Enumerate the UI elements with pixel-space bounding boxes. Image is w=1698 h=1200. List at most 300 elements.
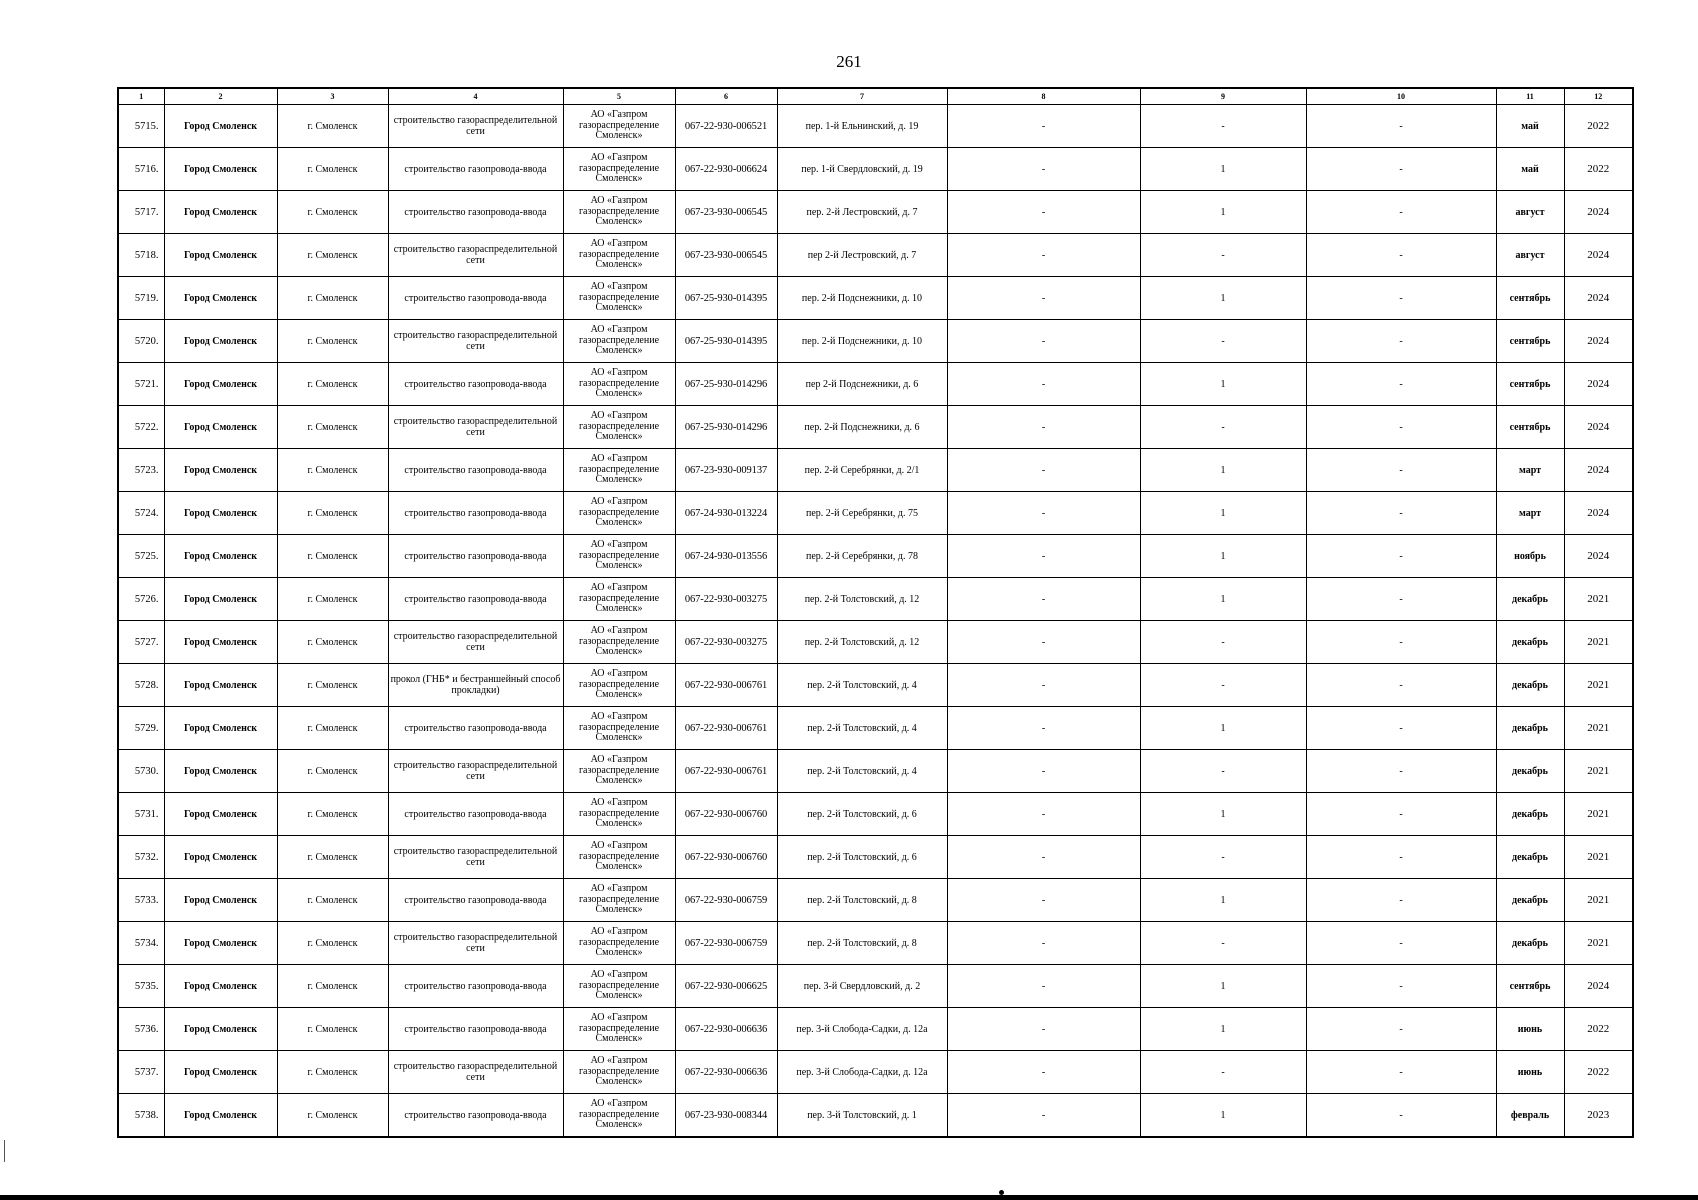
cell-municipality: Город Смоленск: [164, 836, 277, 879]
cell-col-8-value: -: [947, 707, 1140, 750]
column-header: 7: [777, 88, 947, 105]
column-header: 8: [947, 88, 1140, 105]
cell-application-number: 067-22-930-006761: [675, 750, 777, 793]
cell-municipality: Город Смоленск: [164, 621, 277, 664]
cell-application-number: 067-24-930-013224: [675, 492, 777, 535]
cell-organization: АО «Газпром газораспределение Смоленск»: [563, 621, 675, 664]
cell-col-8-value: -: [947, 836, 1140, 879]
cell-col-9-value: -: [1140, 621, 1306, 664]
table-row: [118, 234, 1633, 277]
cell-year: 2024: [1564, 277, 1633, 320]
table-row: [118, 406, 1633, 449]
cell-col-10-value: -: [1306, 492, 1496, 535]
table-row: [118, 750, 1633, 793]
cell-month: май: [1496, 105, 1564, 148]
cell-col-9-value: 1: [1140, 492, 1306, 535]
cell-col-10-value: -: [1306, 234, 1496, 277]
cell-municipality: Город Смоленск: [164, 535, 277, 578]
cell-organization: АО «Газпром газораспределение Смоленск»: [563, 965, 675, 1008]
cell-address: пер. 3-й Свердловский, д. 2: [777, 965, 947, 1008]
cell-col-9-value: 1: [1140, 277, 1306, 320]
cell-year: 2022: [1564, 148, 1633, 191]
cell-col-9-value: 1: [1140, 1094, 1306, 1138]
table-row: [118, 836, 1633, 879]
cell-settlement: г. Смоленск: [277, 363, 388, 406]
cell-col-8-value: -: [947, 234, 1140, 277]
cell-address: пер 2-й Лестровский, д. 7: [777, 234, 947, 277]
cell-municipality: Город Смоленск: [164, 277, 277, 320]
cell-month: июнь: [1496, 1008, 1564, 1051]
cell-col-8-value: -: [947, 922, 1140, 965]
cell-row-number: 5721.: [118, 363, 164, 406]
cell-organization: АО «Газпром газораспределение Смоленск»: [563, 578, 675, 621]
cell-month: сентябрь: [1496, 277, 1564, 320]
cell-application-number: 067-25-930-014395: [675, 320, 777, 363]
cell-application-number: 067-25-930-014296: [675, 363, 777, 406]
cell-row-number: 5720.: [118, 320, 164, 363]
cell-month: декабрь: [1496, 707, 1564, 750]
cell-year: 2022: [1564, 105, 1633, 148]
cell-application-number: 067-22-930-006624: [675, 148, 777, 191]
cell-municipality: Город Смоленск: [164, 320, 277, 363]
cell-col-10-value: -: [1306, 793, 1496, 836]
cell-application-number: 067-23-930-009137: [675, 449, 777, 492]
cell-year: 2022: [1564, 1051, 1633, 1094]
column-number-header-row: [118, 88, 1633, 105]
cell-col-9-value: 1: [1140, 707, 1306, 750]
cell-month: сентябрь: [1496, 320, 1564, 363]
cell-application-number: 067-22-930-006521: [675, 105, 777, 148]
column-header: 5: [563, 88, 675, 105]
cell-col-8-value: -: [947, 320, 1140, 363]
cell-col-10-value: -: [1306, 1051, 1496, 1094]
cell-address: пер. 1-й Свердловский, д. 19: [777, 148, 947, 191]
cell-year: 2024: [1564, 406, 1633, 449]
cell-application-number: 067-24-930-013556: [675, 535, 777, 578]
cell-row-number: 5737.: [118, 1051, 164, 1094]
cell-month: декабрь: [1496, 922, 1564, 965]
table-row: [118, 277, 1633, 320]
cell-work-type: строительство газораспределительной сети: [388, 406, 563, 449]
cell-organization: АО «Газпром газораспределение Смоленск»: [563, 191, 675, 234]
cell-organization: АО «Газпром газораспределение Смоленск»: [563, 320, 675, 363]
cell-col-10-value: -: [1306, 1094, 1496, 1138]
table-row: [118, 363, 1633, 406]
cell-address: пер. 2-й Подснежники, д. 10: [777, 277, 947, 320]
cell-address: пер. 3-й Толстовский, д. 1: [777, 1094, 947, 1138]
cell-col-8-value: -: [947, 449, 1140, 492]
cell-year: 2024: [1564, 965, 1633, 1008]
cell-address: пер. 2-й Серебрянки, д. 2/1: [777, 449, 947, 492]
cell-col-10-value: -: [1306, 1008, 1496, 1051]
cell-application-number: 067-22-930-006636: [675, 1008, 777, 1051]
column-header: 2: [164, 88, 277, 105]
cell-col-9-value: 1: [1140, 965, 1306, 1008]
cell-address: пер. 2-й Толстовский, д. 8: [777, 879, 947, 922]
cell-col-8-value: -: [947, 750, 1140, 793]
cell-organization: АО «Газпром газораспределение Смоленск»: [563, 105, 675, 148]
table-row: [118, 965, 1633, 1008]
cell-col-8-value: -: [947, 148, 1140, 191]
table-row: [118, 793, 1633, 836]
cell-address: пер. 2-й Толстовский, д. 8: [777, 922, 947, 965]
cell-settlement: г. Смоленск: [277, 1051, 388, 1094]
cell-settlement: г. Смоленск: [277, 277, 388, 320]
cell-settlement: г. Смоленск: [277, 1094, 388, 1138]
cell-work-type: строительство газопровода-ввода: [388, 965, 563, 1008]
cell-row-number: 5736.: [118, 1008, 164, 1051]
cell-col-8-value: -: [947, 965, 1140, 1008]
cell-col-10-value: -: [1306, 879, 1496, 922]
cell-application-number: 067-25-930-014395: [675, 277, 777, 320]
cell-month: декабрь: [1496, 879, 1564, 922]
cell-month: декабрь: [1496, 793, 1564, 836]
cell-address: пер. 2-й Толстовский, д. 6: [777, 836, 947, 879]
cell-settlement: г. Смоленск: [277, 621, 388, 664]
cell-address: пер. 2-й Толстовский, д. 4: [777, 750, 947, 793]
table-row: [118, 320, 1633, 363]
cell-organization: АО «Газпром газораспределение Смоленск»: [563, 363, 675, 406]
cell-col-10-value: -: [1306, 449, 1496, 492]
cell-col-8-value: -: [947, 105, 1140, 148]
cell-col-9-value: 1: [1140, 793, 1306, 836]
cell-col-10-value: -: [1306, 320, 1496, 363]
table-row: [118, 879, 1633, 922]
cell-municipality: Город Смоленск: [164, 750, 277, 793]
cell-row-number: 5728.: [118, 664, 164, 707]
cell-year: 2023: [1564, 1094, 1633, 1138]
cell-col-9-value: -: [1140, 836, 1306, 879]
cell-row-number: 5732.: [118, 836, 164, 879]
cell-row-number: 5729.: [118, 707, 164, 750]
cell-application-number: 067-22-930-006636: [675, 1051, 777, 1094]
cell-settlement: г. Смоленск: [277, 879, 388, 922]
cell-row-number: 5727.: [118, 621, 164, 664]
cell-col-9-value: -: [1140, 664, 1306, 707]
cell-application-number: 067-22-930-006625: [675, 965, 777, 1008]
table-row: [118, 621, 1633, 664]
table-row: [118, 922, 1633, 965]
cell-col-9-value: 1: [1140, 449, 1306, 492]
cell-month: март: [1496, 492, 1564, 535]
scan-edge-mark: [4, 1140, 5, 1162]
cell-col-9-value: 1: [1140, 1008, 1306, 1051]
cell-row-number: 5725.: [118, 535, 164, 578]
cell-address: пер. 2-й Толстовский, д. 4: [777, 707, 947, 750]
cell-application-number: 067-22-930-006761: [675, 707, 777, 750]
cell-organization: АО «Газпром газораспределение Смоленск»: [563, 148, 675, 191]
cell-col-8-value: -: [947, 1008, 1140, 1051]
cell-month: сентябрь: [1496, 965, 1564, 1008]
cell-row-number: 5715.: [118, 105, 164, 148]
cell-col-10-value: -: [1306, 277, 1496, 320]
cell-col-10-value: -: [1306, 191, 1496, 234]
cell-settlement: г. Смоленск: [277, 234, 388, 277]
column-header: 1: [118, 88, 164, 105]
cell-year: 2024: [1564, 535, 1633, 578]
cell-municipality: Город Смоленск: [164, 1008, 277, 1051]
cell-settlement: г. Смоленск: [277, 793, 388, 836]
cell-application-number: 067-23-930-006545: [675, 191, 777, 234]
cell-organization: АО «Газпром газораспределение Смоленск»: [563, 535, 675, 578]
cell-work-type: строительство газопровода-ввода: [388, 1008, 563, 1051]
cell-address: пер. 2-й Толстовский, д. 4: [777, 664, 947, 707]
cell-year: 2024: [1564, 234, 1633, 277]
cell-settlement: г. Смоленск: [277, 750, 388, 793]
cell-application-number: 067-22-930-006761: [675, 664, 777, 707]
cell-col-10-value: -: [1306, 148, 1496, 191]
cell-address: пер. 2-й Серебрянки, д. 78: [777, 535, 947, 578]
cell-month: декабрь: [1496, 578, 1564, 621]
cell-organization: АО «Газпром газораспределение Смоленск»: [563, 922, 675, 965]
cell-address: пер. 2-й Подснежники, д. 10: [777, 320, 947, 363]
table-row: [118, 105, 1633, 148]
table-row: [118, 1094, 1633, 1138]
cell-row-number: 5716.: [118, 148, 164, 191]
cell-settlement: г. Смоленск: [277, 492, 388, 535]
cell-year: 2021: [1564, 750, 1633, 793]
cell-organization: АО «Газпром газораспределение Смоленск»: [563, 707, 675, 750]
table-row: [118, 492, 1633, 535]
table-row: [118, 1051, 1633, 1094]
table-row: [118, 664, 1633, 707]
cell-address: пер. 2-й Толстовский, д. 12: [777, 621, 947, 664]
table-row: [118, 707, 1633, 750]
cell-municipality: Город Смоленск: [164, 664, 277, 707]
cell-col-10-value: -: [1306, 707, 1496, 750]
cell-col-8-value: -: [947, 535, 1140, 578]
cell-year: 2024: [1564, 191, 1633, 234]
cell-organization: АО «Газпром газораспределение Смоленск»: [563, 234, 675, 277]
table-body: [118, 105, 1633, 1138]
cell-col-10-value: -: [1306, 664, 1496, 707]
cell-col-8-value: -: [947, 793, 1140, 836]
cell-municipality: Город Смоленск: [164, 965, 277, 1008]
table-row: [118, 449, 1633, 492]
cell-municipality: Город Смоленск: [164, 1051, 277, 1094]
cell-application-number: 067-23-930-006545: [675, 234, 777, 277]
cell-col-10-value: -: [1306, 750, 1496, 793]
column-header: 3: [277, 88, 388, 105]
cell-year: 2024: [1564, 320, 1633, 363]
cell-col-10-value: -: [1306, 922, 1496, 965]
cell-col-9-value: 1: [1140, 148, 1306, 191]
cell-col-9-value: -: [1140, 750, 1306, 793]
cell-work-type: строительство газораспределительной сети: [388, 922, 563, 965]
cell-year: 2024: [1564, 449, 1633, 492]
cell-col-8-value: -: [947, 191, 1140, 234]
cell-municipality: Город Смоленск: [164, 234, 277, 277]
cell-month: сентябрь: [1496, 406, 1564, 449]
cell-settlement: г. Смоленск: [277, 105, 388, 148]
cell-year: 2021: [1564, 621, 1633, 664]
cell-settlement: г. Смоленск: [277, 535, 388, 578]
cell-col-10-value: -: [1306, 535, 1496, 578]
cell-settlement: г. Смоленск: [277, 1008, 388, 1051]
cell-settlement: г. Смоленск: [277, 320, 388, 363]
cell-work-type: строительство газопровода-ввода: [388, 535, 563, 578]
cell-year: 2021: [1564, 793, 1633, 836]
cell-application-number: 067-22-930-006759: [675, 922, 777, 965]
cell-organization: АО «Газпром газораспределение Смоленск»: [563, 793, 675, 836]
page-number: 261: [836, 52, 862, 71]
cell-application-number: 067-22-930-006760: [675, 836, 777, 879]
cell-organization: АО «Газпром газораспределение Смоленск»: [563, 406, 675, 449]
cell-col-8-value: -: [947, 277, 1140, 320]
cell-work-type: строительство газопровода-ввода: [388, 879, 563, 922]
cell-application-number: 067-25-930-014296: [675, 406, 777, 449]
cell-row-number: 5717.: [118, 191, 164, 234]
cell-application-number: 067-22-930-006759: [675, 879, 777, 922]
cell-work-type: строительство газораспределительной сети: [388, 234, 563, 277]
cell-col-10-value: -: [1306, 621, 1496, 664]
cell-col-9-value: -: [1140, 406, 1306, 449]
cell-work-type: строительство газораспределительной сети: [388, 1051, 563, 1094]
cell-address: пер. 2-й Лестровский, д. 7: [777, 191, 947, 234]
cell-settlement: г. Смоленск: [277, 922, 388, 965]
cell-work-type: строительство газораспределительной сети: [388, 621, 563, 664]
cell-col-10-value: -: [1306, 578, 1496, 621]
cell-row-number: 5723.: [118, 449, 164, 492]
cell-work-type: строительство газопровода-ввода: [388, 492, 563, 535]
cell-organization: АО «Газпром газораспределение Смоленск»: [563, 1008, 675, 1051]
cell-col-10-value: -: [1306, 363, 1496, 406]
cell-municipality: Город Смоленск: [164, 406, 277, 449]
cell-municipality: Город Смоленск: [164, 105, 277, 148]
cell-year: 2024: [1564, 363, 1633, 406]
cell-work-type: строительство газопровода-ввода: [388, 277, 563, 320]
cell-month: февраль: [1496, 1094, 1564, 1138]
cell-col-9-value: -: [1140, 320, 1306, 363]
table-row: [118, 191, 1633, 234]
cell-col-9-value: 1: [1140, 363, 1306, 406]
cell-row-number: 5731.: [118, 793, 164, 836]
cell-work-type: строительство газопровода-ввода: [388, 191, 563, 234]
cell-address: пер. 2-й Серебрянки, д. 75: [777, 492, 947, 535]
cell-settlement: г. Смоленск: [277, 664, 388, 707]
cell-municipality: Город Смоленск: [164, 922, 277, 965]
cell-month: сентябрь: [1496, 363, 1564, 406]
cell-year: 2021: [1564, 922, 1633, 965]
cell-row-number: 5722.: [118, 406, 164, 449]
cell-work-type: прокол (ГНБ* и бестраншейный способ прокладки): [388, 664, 563, 707]
cell-work-type: строительство газораспределительной сети: [388, 105, 563, 148]
cell-municipality: Город Смоленск: [164, 793, 277, 836]
cell-col-10-value: -: [1306, 965, 1496, 1008]
cell-application-number: 067-22-930-003275: [675, 578, 777, 621]
table-row: [118, 148, 1633, 191]
cell-organization: АО «Газпром газораспределение Смоленск»: [563, 277, 675, 320]
cell-address: пер. 2-й Толстовский, д. 6: [777, 793, 947, 836]
cell-work-type: строительство газопровода-ввода: [388, 363, 563, 406]
cell-col-8-value: -: [947, 406, 1140, 449]
cell-settlement: г. Смоленск: [277, 148, 388, 191]
cell-col-9-value: 1: [1140, 191, 1306, 234]
cell-col-10-value: -: [1306, 105, 1496, 148]
cell-settlement: г. Смоленск: [277, 191, 388, 234]
cell-month: август: [1496, 234, 1564, 277]
cell-row-number: 5730.: [118, 750, 164, 793]
cell-municipality: Город Смоленск: [164, 1094, 277, 1138]
data-table: [117, 87, 1634, 1138]
cell-work-type: строительство газопровода-ввода: [388, 148, 563, 191]
table-row: [118, 535, 1633, 578]
cell-month: декабрь: [1496, 664, 1564, 707]
cell-work-type: строительство газопровода-ввода: [388, 793, 563, 836]
cell-application-number: 067-22-930-003275: [675, 621, 777, 664]
cell-organization: АО «Газпром газораспределение Смоленск»: [563, 750, 675, 793]
cell-organization: АО «Газпром газораспределение Смоленск»: [563, 1094, 675, 1138]
cell-col-10-value: -: [1306, 836, 1496, 879]
cell-col-8-value: -: [947, 1094, 1140, 1138]
cell-row-number: 5719.: [118, 277, 164, 320]
cell-row-number: 5724.: [118, 492, 164, 535]
cell-work-type: строительство газораспределительной сети: [388, 750, 563, 793]
cell-work-type: строительство газораспределительной сети: [388, 320, 563, 363]
cell-col-8-value: -: [947, 879, 1140, 922]
cell-col-8-value: -: [947, 664, 1140, 707]
cell-organization: АО «Газпром газораспределение Смоленск»: [563, 836, 675, 879]
cell-work-type: строительство газопровода-ввода: [388, 449, 563, 492]
cell-col-9-value: 1: [1140, 578, 1306, 621]
cell-year: 2024: [1564, 492, 1633, 535]
cell-organization: АО «Газпром газораспределение Смоленск»: [563, 492, 675, 535]
cell-municipality: Город Смоленск: [164, 363, 277, 406]
cell-col-9-value: -: [1140, 105, 1306, 148]
cell-col-8-value: -: [947, 621, 1140, 664]
cell-row-number: 5733.: [118, 879, 164, 922]
cell-address: пер. 1-й Ельнинский, д. 19: [777, 105, 947, 148]
cell-address: пер. 2-й Подснежники, д. 6: [777, 406, 947, 449]
cell-work-type: строительство газопровода-ввода: [388, 707, 563, 750]
cell-organization: АО «Газпром газораспределение Смоленск»: [563, 1051, 675, 1094]
cell-municipality: Город Смоленск: [164, 492, 277, 535]
cell-month: март: [1496, 449, 1564, 492]
cell-municipality: Город Смоленск: [164, 707, 277, 750]
cell-col-8-value: -: [947, 363, 1140, 406]
cell-application-number: 067-22-930-006760: [675, 793, 777, 836]
cell-municipality: Город Смоленск: [164, 191, 277, 234]
cell-year: 2022: [1564, 1008, 1633, 1051]
cell-work-type: строительство газораспределительной сети: [388, 836, 563, 879]
cell-organization: АО «Газпром газораспределение Смоленск»: [563, 879, 675, 922]
cell-year: 2021: [1564, 578, 1633, 621]
cell-col-9-value: 1: [1140, 535, 1306, 578]
cell-settlement: г. Смоленск: [277, 836, 388, 879]
cell-col-8-value: -: [947, 1051, 1140, 1094]
cell-organization: АО «Газпром газораспределение Смоленск»: [563, 449, 675, 492]
cell-col-9-value: -: [1140, 234, 1306, 277]
cell-settlement: г. Смоленск: [277, 965, 388, 1008]
cell-address: пер. 3-й Слобода-Садки, д. 12а: [777, 1008, 947, 1051]
column-header: 10: [1306, 88, 1496, 105]
cell-month: июнь: [1496, 1051, 1564, 1094]
cell-work-type: строительство газопровода-ввода: [388, 1094, 563, 1138]
cell-col-9-value: -: [1140, 1051, 1306, 1094]
cell-row-number: 5726.: [118, 578, 164, 621]
column-header: 4: [388, 88, 563, 105]
cell-municipality: Город Смоленск: [164, 879, 277, 922]
cell-row-number: 5738.: [118, 1094, 164, 1138]
table-row: [118, 1008, 1633, 1051]
cell-month: ноябрь: [1496, 535, 1564, 578]
cell-row-number: 5735.: [118, 965, 164, 1008]
cell-settlement: г. Смоленск: [277, 449, 388, 492]
cell-col-10-value: -: [1306, 406, 1496, 449]
cell-year: 2021: [1564, 879, 1633, 922]
cell-col-9-value: 1: [1140, 879, 1306, 922]
cell-month: май: [1496, 148, 1564, 191]
